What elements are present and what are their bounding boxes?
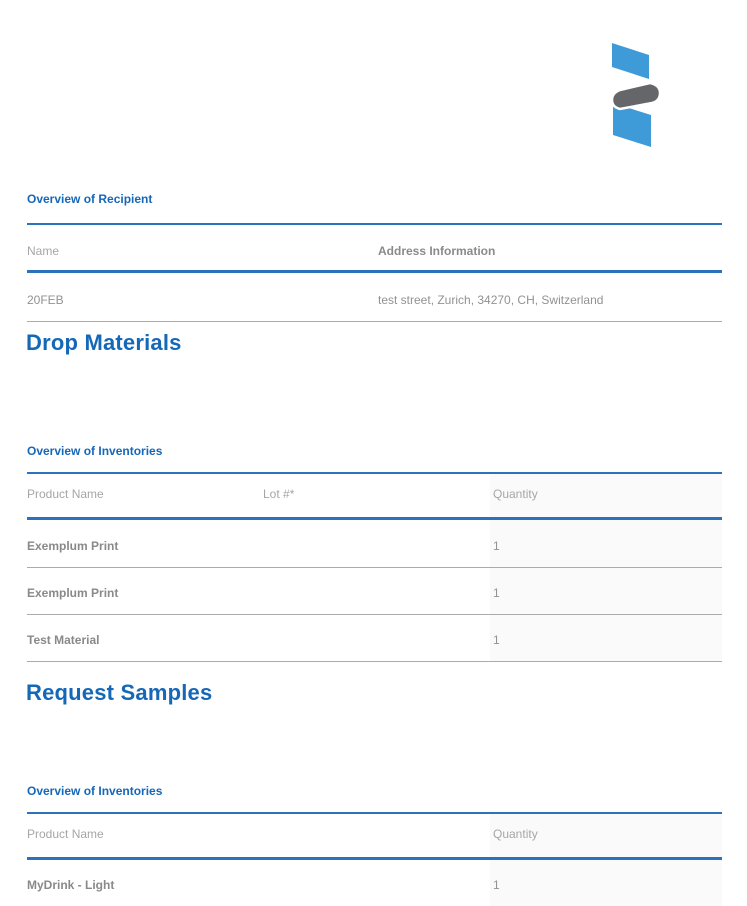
inventories-section-title-2: Overview of Inventories	[27, 784, 163, 798]
inventory1-row2-product: Exemplum Print	[27, 586, 119, 600]
quantity-column-band	[490, 474, 722, 662]
recipient-header-name: Name	[27, 244, 60, 258]
recipient-section-title: Overview of Recipient	[27, 192, 153, 206]
inventory1-header-lot: Lot #*	[263, 487, 295, 501]
inventory1-row2-rule	[27, 614, 722, 615]
inventories-title-rule-1	[27, 472, 722, 474]
recipient-header-address: Address Information	[378, 244, 496, 258]
inventory1-row3-product: Test Material	[27, 633, 100, 647]
request-samples-heading: Request Samples	[26, 680, 213, 705]
recipient-cell-name: 20FEB	[27, 293, 64, 307]
inventory1-row2-quantity: 1	[493, 586, 500, 600]
inventory1-row1-quantity: 1	[493, 539, 500, 553]
inventories-title-rule-2	[27, 812, 722, 814]
recipient-header-rule	[27, 270, 722, 273]
inventory1-header-product: Product Name	[27, 487, 104, 501]
drop-materials-heading: Drop Materials	[26, 330, 182, 355]
inventory2-row1-quantity: 1	[493, 878, 500, 892]
inventory1-row3-quantity: 1	[493, 633, 500, 647]
labstep-logo-icon	[606, 41, 668, 149]
inventory1-row1-product: Exemplum Print	[27, 539, 119, 553]
inventory1-row1-rule	[27, 567, 722, 568]
recipient-row-rule	[27, 321, 722, 322]
inventories-section-title-1: Overview of Inventories	[27, 444, 163, 458]
inventory2-header-quantity: Quantity	[493, 827, 538, 841]
inventory1-header-rule	[27, 517, 722, 520]
inventory2-header-rule	[27, 857, 722, 860]
inventory1-header-quantity: Quantity	[493, 487, 538, 501]
inventory2-header-product: Product Name	[27, 827, 104, 841]
inventory2-row1-product: MyDrink - Light	[27, 878, 115, 892]
recipient-title-rule	[27, 223, 722, 225]
inventory1-row3-rule	[27, 661, 722, 662]
recipient-cell-address: test street, Zurich, 34270, CH, Switzerland	[378, 293, 604, 307]
